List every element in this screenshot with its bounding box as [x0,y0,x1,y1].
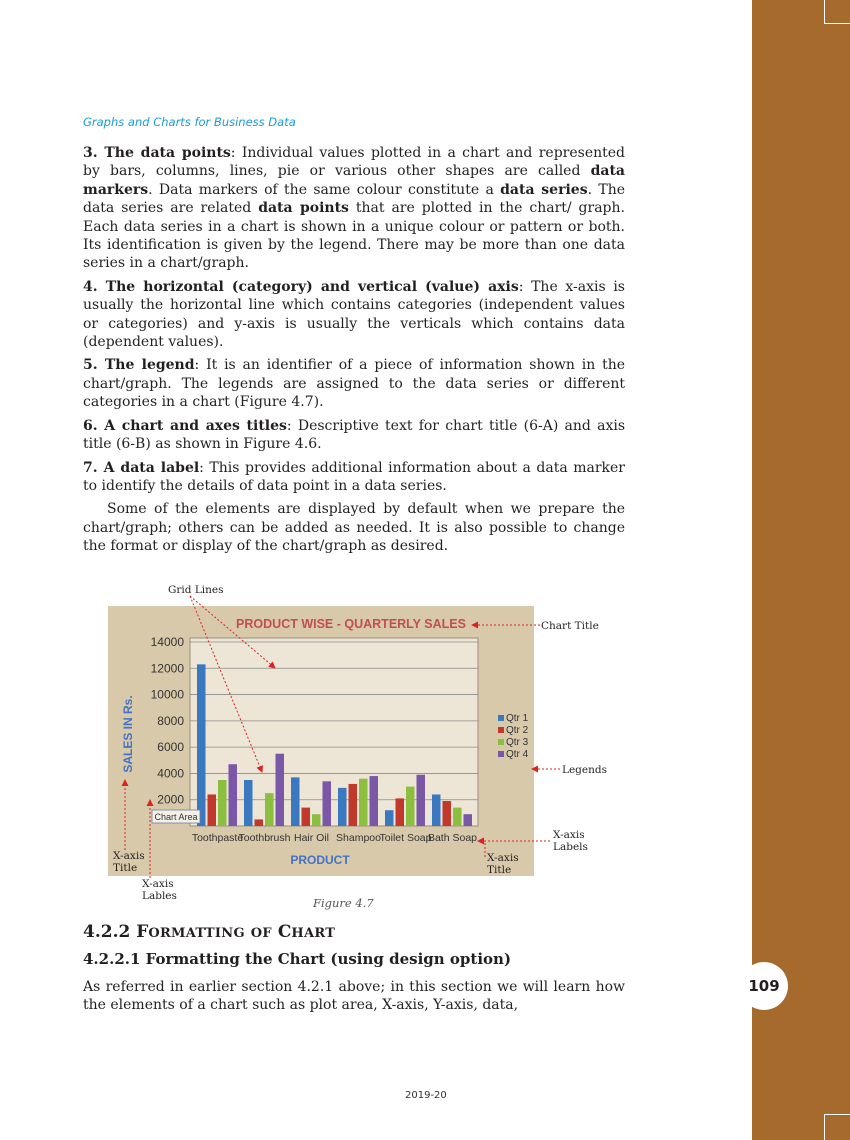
y-tick-label: 2000 [157,792,184,807]
bar-qtr-3 [453,808,462,826]
y-tick-label: 12000 [150,661,184,676]
x-tick-label: Shampoo [336,832,381,844]
paragraph-text: : The x-axis is usually the horizontal line which contains categories (independent values or categories) and y-axis is usually the verticals which contains data (dependent values). [83,278,625,351]
bar-qtr-2 [255,819,264,826]
x-tick-label: Bath Soap [427,832,478,844]
paragraph-text: Some of the elements are displayed by default when we prepare the chart/graph; others can be added as needed. It is also possible to change the format or display of the chart/graph as desired. [83,501,625,555]
footer-year: 2019-20 [405,1090,447,1101]
paragraph [83,356,625,411]
legend-label: Qtr 2 [506,725,529,736]
paragraph [83,278,625,352]
body-text [83,144,625,561]
bold-term: data markers [83,163,625,198]
section-title-rest1: ORMATTING [148,926,245,941]
bar-qtr-1 [197,664,206,826]
section-title-rest2: HART [291,926,336,941]
bar-qtr-2 [349,784,358,826]
chart-svg [108,606,534,876]
paragraph-lead: 5. The legend [83,357,195,374]
paragraph-text: : Descriptive text for chart title (6-A) and axis title (6-B) as shown in Figure 4.6. [83,417,626,453]
x-axis-title-annotation-right: X-axis Title [487,852,519,876]
paragraph-text: . Data markers of the same colour constitute a [148,181,501,198]
bar-qtr-4 [370,776,379,826]
bar-qtr-3 [406,787,415,826]
section-title-of: OF [250,926,272,941]
x-tick-label: Toothpaste [191,832,244,844]
bar-qtr-3 [218,780,227,826]
paragraph [83,459,625,496]
chart-title-annotation: Chart Title [541,620,599,632]
bar-qtr-2 [443,801,452,826]
legend-swatch [498,751,504,757]
y-tick-label: 6000 [157,740,184,755]
y-tick-label: 10000 [150,687,184,702]
bar-qtr-1 [385,810,394,826]
legend-label: Qtr 3 [506,737,529,748]
paragraph-text: : This provides additional information about a data marker to identify the details of data point in a data series. [83,459,625,494]
paragraph-text: . The data series are related [83,181,626,217]
bar-qtr-3 [312,814,321,826]
figure-caption: Figure 4.7 [313,896,374,910]
y-tick-label: 4000 [157,766,184,781]
x-axis-title: PRODUCT [290,853,350,867]
x-tick-label: Hair Oil [293,832,330,844]
page-number: 109 [740,962,788,1010]
paragraph-text: : Individual values plotted in a chart and represented by bars, columns, lines, pie or various other shapes are called [83,145,625,180]
x-tick-label: Toilet Soap [379,832,432,844]
paragraph-text: that are plotted in the chart/ graph. Each data series in a chart is shown in a unique colour or pattern or both. Its identification is given by the legend. There may be more than one data series in a chart/graph. [83,200,625,272]
crop-mark-top [824,0,850,24]
bar-qtr-4 [323,781,332,826]
bar-qtr-1 [291,777,300,826]
paragraph-lead: 6. A chart and axes titles [83,417,287,434]
paragraph [83,417,625,454]
bold-term: data series [500,181,588,198]
legend-label: Qtr 4 [506,749,529,760]
last-paragraph: As referred in earlier section 4.2.1 above; in this section we will learn how the elements of a chart such as plot area, X-axis, Y-axis, data, [83,979,625,1014]
x-axis-labels-annotation: X-axis Labels [553,829,588,853]
bar-qtr-1 [338,788,347,826]
x-tick-label: Toothbrush [238,832,291,844]
crop-mark-bottom [824,1114,850,1140]
paragraph [83,144,625,273]
legends-annotation: Legends [562,764,607,776]
bar-qtr-4 [229,764,238,826]
legend-swatch [498,739,504,745]
figure-chart [108,606,534,876]
bold-term: data points [258,200,349,217]
bar-qtr-4 [276,754,285,826]
bar-qtr-4 [417,775,426,826]
legend-label: Qtr 1 [506,713,529,724]
bar-qtr-1 [432,794,441,826]
paragraph-lead: 4. The horizontal (category) and vertical (value) axis [83,278,519,295]
section-number: 4.2.2 [83,922,131,942]
paragraph [83,500,625,555]
bar-qtr-2 [208,794,217,826]
bar-qtr-3 [265,793,274,826]
x-axis-title-annotation-left: X-axis Title [113,850,145,874]
legend-swatch [498,715,504,721]
paragraph-text: : It is an identifier of a piece of information shown in the chart/graph. The legends are assigned to the data series or different categories in a chart (Figure 4.7). [83,357,625,411]
paragraph-lead: 7. A data label [83,459,200,476]
y-tick-label: 8000 [157,713,184,728]
bar-qtr-3 [359,779,368,826]
subsection-heading: 4.2.2.1 Formatting the Chart (using design option) [83,950,512,968]
running-head: Graphs and Charts for Business Data [83,115,296,129]
section-title-c: C [277,922,292,942]
section-title-f: F [136,922,149,942]
y-tick-label: 14000 [150,635,184,649]
x-axis-lables-annotation: X-axis Lables [142,878,177,902]
legend-swatch [498,727,504,733]
bar-qtr-2 [396,798,405,826]
bar-qtr-4 [464,814,473,826]
paragraph-lead: 3. The data points [83,145,231,161]
bar-qtr-1 [244,780,253,826]
bar-qtr-2 [302,808,311,826]
grid-lines-annotation: Grid Lines [168,584,224,596]
chart-title: PRODUCT WISE - QUARTERLY SALES [236,617,466,631]
chart-area-label: Chart Area [154,812,198,822]
y-axis-title: SALES IN Rs. [121,695,135,773]
section-heading [83,922,335,942]
